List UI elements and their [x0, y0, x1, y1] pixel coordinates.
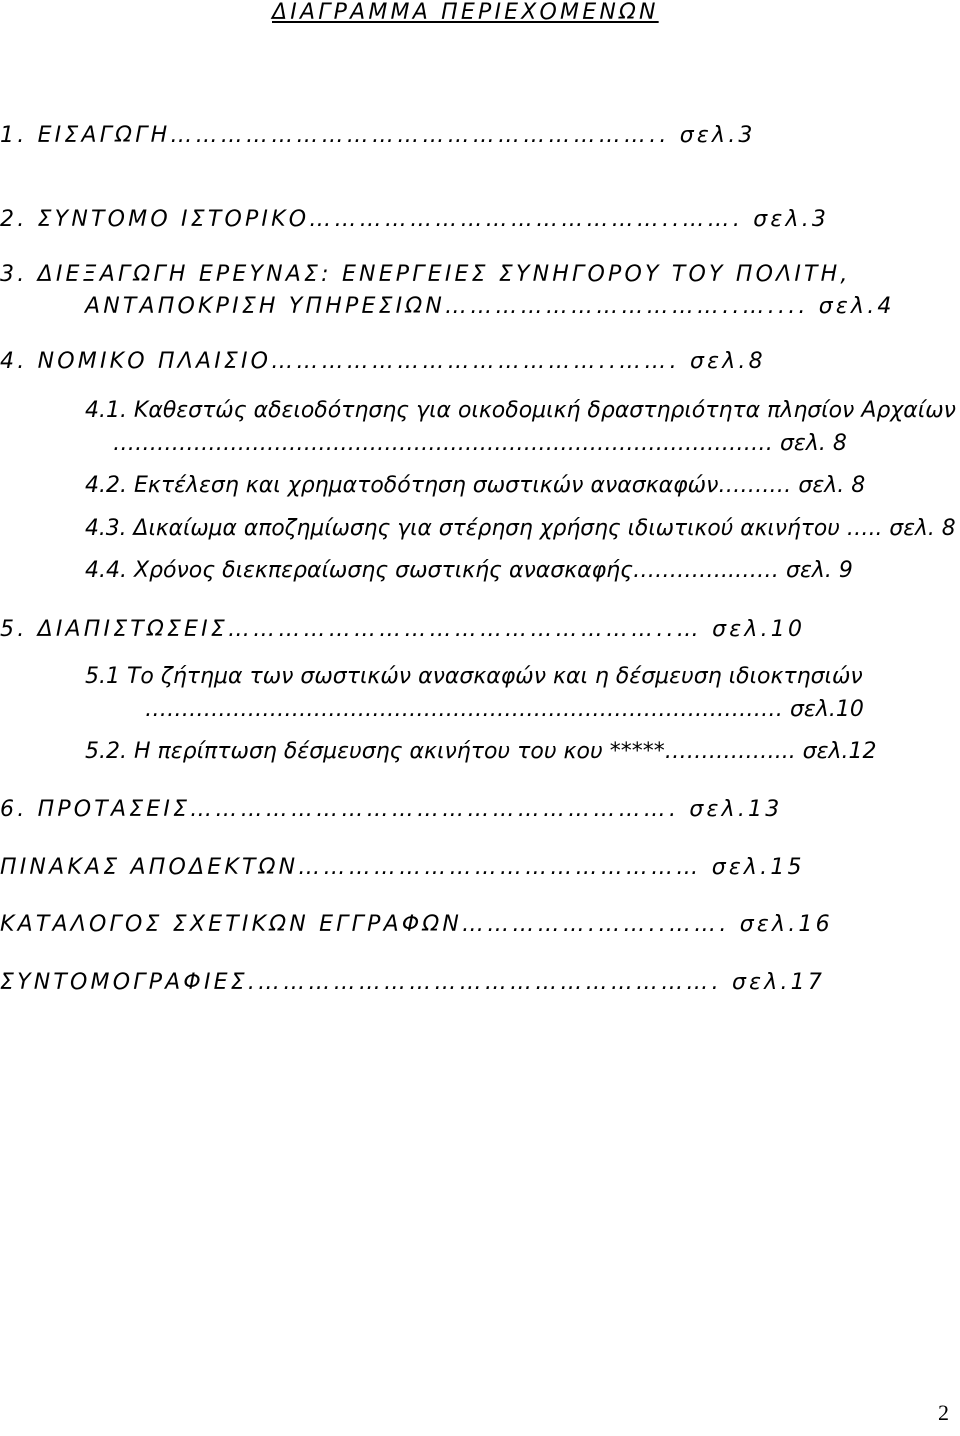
toc-entry-5-1-cont[interactable]: …………………………………………………………………………… σελ.10	[145, 697, 864, 722]
toc-entry-3-cont[interactable]: ΑΝΤΑΠΟΚΡΙΣΗ ΥΠΗΡΕΣΙΩΝ……………………………..….... σελ.4	[85, 294, 895, 319]
toc-entry-1[interactable]: 1. ΕΙΣΑΓΩΓΗ………………………………………………….. σελ.3	[0, 123, 756, 148]
toc-entry-3[interactable]: 3. ΔΙΕΞΑΓΩΓΗ ΕΡΕΥΝΑΣ: ΕΝΕΡΓΕΙΕΣ ΣΥΝΗΓΟΡΟΥ ΤΟΥ ΠΟΛΙΤΗ,	[0, 262, 851, 287]
toc-entry-6[interactable]: 6. ΠΡΟΤΑΣΕΙΣ…………………………………………………. σελ.13	[0, 797, 783, 822]
toc-entry-documents[interactable]: ΚΑΤΑΛΟΓΟΣ ΣΧΕΤΙΚΩΝ ΕΓΓΡΑΦΩΝ…………….……..……. σελ.16	[0, 912, 833, 937]
toc-entry-5[interactable]: 5. ΔΙΑΠΙΣΤΩΣΕΙΣ……………………………………………..… σελ.10	[0, 617, 806, 642]
toc-entry-4-3[interactable]: 4.3. Δικαίωμα αποζημίωσης για στέρηση χρήσης ιδιωτικού ακινήτου ….. σελ. 8	[85, 516, 956, 541]
toc-entry-5-2[interactable]: 5.2. Η περίπτωση δέσμευσης ακινήτου του κου *****……………... σελ.12	[85, 739, 877, 764]
toc-entry-2[interactable]: 2. ΣΥΝΤΟΜΟ ΙΣΤΟΡΙΚΟ……………………………………..……. σελ.3	[0, 207, 830, 232]
page-number: 2	[938, 1400, 949, 1425]
page-title: ΔΙΑΓΡΑΜΜΑ ΠΕΡΙΕΧΟΜΕΝΩΝ	[272, 0, 659, 25]
toc-entry-recipients[interactable]: ΠΙΝΑΚΑΣ ΑΠΟΔΕΚΤΩΝ………………………………………… σελ.15	[0, 855, 805, 880]
toc-entry-4-4[interactable]: 4.4. Χρόνος διεκπεραίωσης σωστικής ανασκαφής…………..…… σελ. 9	[85, 558, 853, 583]
toc-entry-abbreviations[interactable]: ΣΥΝΤΟΜΟΓΡΑΦΙΕΣ.………………………………………………. σελ.17	[0, 970, 826, 995]
toc-entry-4-1-cont[interactable]: ……………………………………………………………………………… σελ. 8	[113, 431, 847, 456]
toc-entry-4-1[interactable]: 4.1. Καθεστώς αδειοδότησης για οικοδομική δραστηριότητα πλησίον Αρχαίων	[85, 398, 956, 423]
toc-entry-4[interactable]: 4. ΝΟΜΙΚΟ ΠΛΑΙΣΙΟ…………………………………..……. σελ.8	[0, 349, 766, 374]
toc-entry-5-1[interactable]: 5.1 Το ζήτημα των σωστικών ανασκαφών και η δέσμευση ιδιοκτησιών	[85, 664, 863, 689]
toc-entry-4-2[interactable]: 4.2. Εκτέλεση και χρηματοδότηση σωστικών ανασκαφών…….… σελ. 8	[85, 473, 866, 498]
